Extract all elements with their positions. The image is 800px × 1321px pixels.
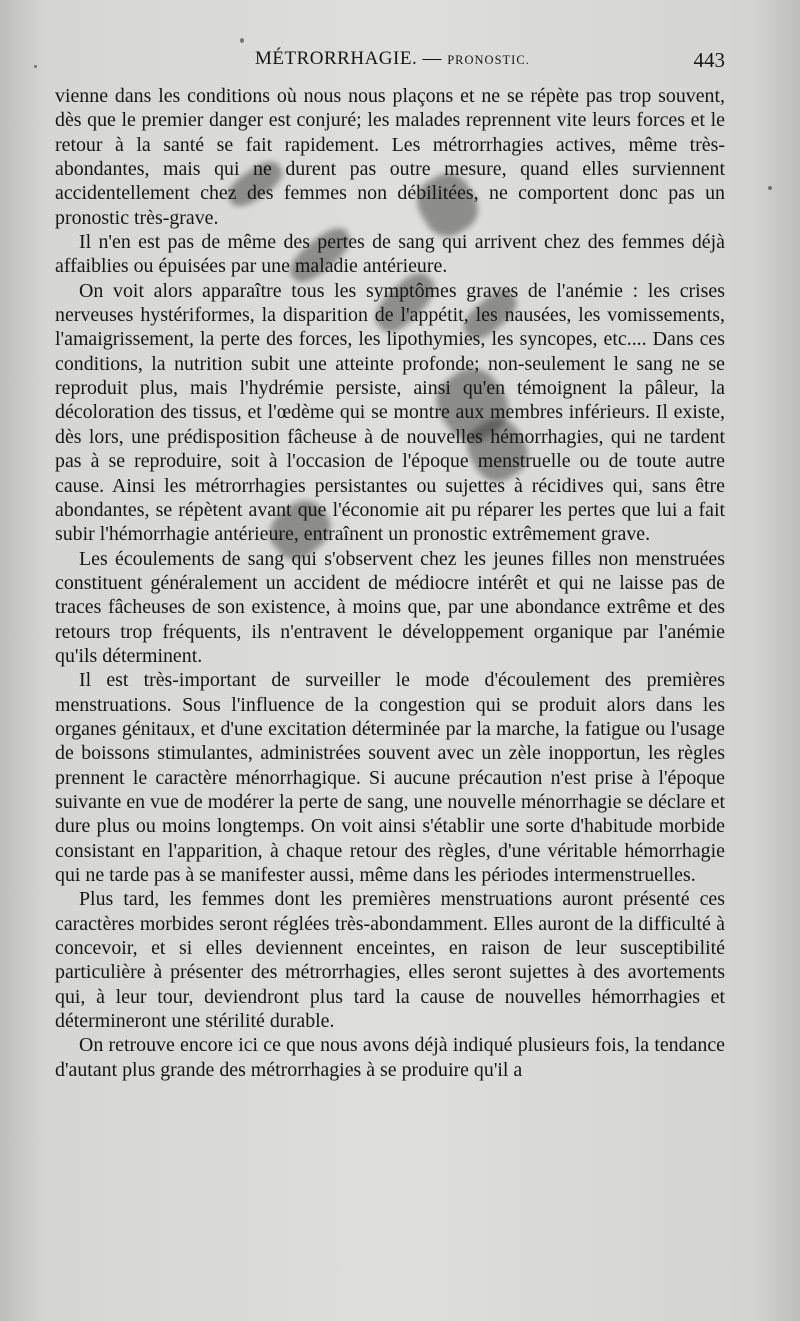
paragraph: Les écoulements de sang qui s'observent chez les jeunes filles non menstruées constituent généralement un accident de médiocre intérêt et qui ne laisse pas de traces fâcheuses de son existence, à moins que, par une abondance extrême et des retours trop fréquents, ils n'entravent le développement organique par l'anémie qu'ils déterminent. (55, 547, 725, 667)
ink-speck (34, 65, 37, 68)
body-text (55, 84, 725, 1082)
running-subtitle: PRONOSTIC. (447, 53, 530, 67)
page-number: 443 (693, 48, 725, 72)
ink-speck (768, 186, 772, 190)
paragraph: Plus tard, les femmes dont les premières menstruations auront présenté ces caractères morbides seront réglées très-abondamment. Elles auront de la difficulté à concevoir, et si elles deviennent enceintes, en raison de leur susceptibilité particulière à présenter des métrorrhagies, elles seront sujettes à des avortements qui, à leur tour, deviendront plus tard la cause de nouvelles hémorrhagies et détermineront une stérilité durable. (55, 888, 725, 1033)
running-title: MÉTRORRHAGIE. — (255, 48, 448, 69)
paragraph: On retrouve encore ici ce que nous avons déjà indiqué plusieurs fois, la tendance d'autant plus grande des métrorrhagies à se produire qu'il a (55, 1034, 725, 1081)
running-head (255, 48, 530, 70)
ink-speck (240, 38, 244, 43)
page-header (55, 48, 725, 74)
paragraph: Il n'en est pas de même des pertes de sang qui arrivent chez des femmes déjà affaiblies ou épuisées par une maladie antérieure. (55, 231, 725, 278)
paragraph: vienne dans les conditions où nous nous plaçons et ne se répète pas trop souvent, dès que le premier danger est conjuré; les malades reprennent vite leurs forces et le retour à la santé se fait rapidement. Les métrorrhagies actives, même très-abondantes, mais qui ne durent pas outre mesure, quand elles surviennent accidentellement chez des femmes non débilitées, ne comportent donc pas un pronostic très-grave. (55, 85, 725, 229)
paragraph: Il est très-important de surveiller le mode d'écoulement des premières menstruations. Sous l'influence de la congestion qui se produit alors dans les organes génitaux, et d'une excitation déterminée par la marche, la fatigue ou l'usage de boissons stimulantes, administrées souvent avec un zèle inopportun, les règles prennent le caractère ménorrhagique. Si aucune précaution n'est prise à l'époque suivante en vue de modérer la perte de sang, une nouvelle ménorrhagie se déclare et dure plus ou moins longtemps. On voit ainsi s'établir une sorte d'habitude morbide consistant en l'apparition, à chaque retour des règles, d'une véritable hémorrhagie qui ne tarde pas à se manifester aussi, même dans les périodes intermenstruelles. (55, 669, 725, 886)
paragraph: On voit alors apparaître tous les symptômes graves de l'anémie : les crises nerveuses hystériformes, la disparition de l'appétit, les nausées, les vomissements, l'amaigrissement, la perte des forces, les lipothymies, les syncopes, etc.... Dans ces conditions, la nutrition subit une atteinte profonde; non-seulement le sang ne se reproduit plus, mais l'hydrémie persiste, ainsi qu'en témoignent la pâleur, la décoloration des tissus, et l'œdème qui se montre aux membres inférieurs. Il existe, dès lors, une prédisposition fâcheuse à de nouvelles hémorrhagies, qui ne tardent pas à se reproduire, soit à l'occasion de l'époque menstruelle ou de toute autre cause. Ainsi les métrorrhagies persistantes ou sujettes à récidives qui, sans être abondantes, se répètent avant que l'économie ait pu réparer les pertes que lui a fait subir l'hémorrhagie antérieure, entraînent un pronostic extrêmement grave. (55, 279, 725, 546)
